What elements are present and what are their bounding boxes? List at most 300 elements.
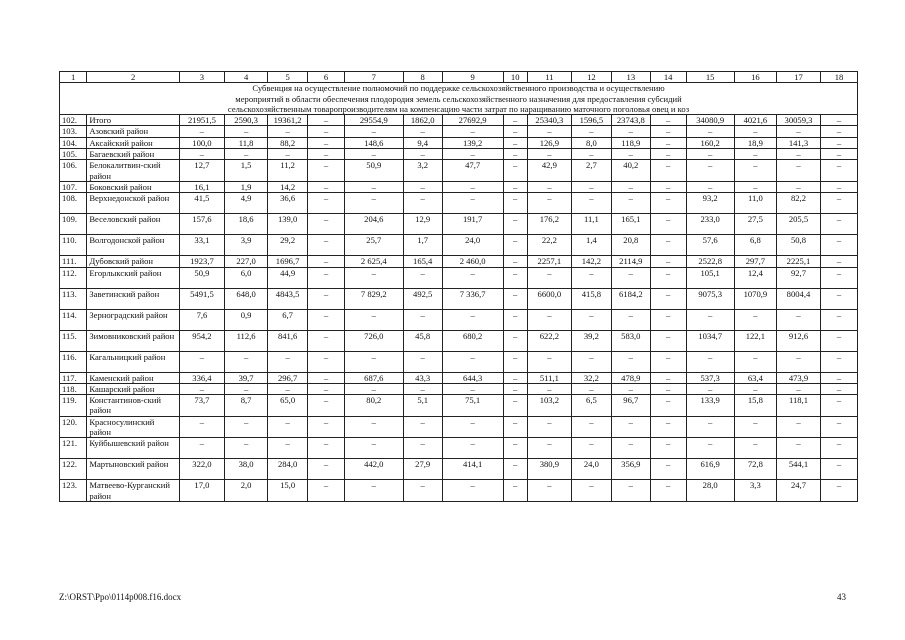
district-name: Аксайский район [87, 137, 180, 148]
table-row [60, 126, 858, 137]
value-cell: – [821, 438, 858, 459]
value-cell: 473,9 [776, 372, 820, 383]
value-cell: – [503, 126, 527, 137]
value-cell: – [821, 267, 858, 288]
value-cell: – [503, 480, 527, 502]
value-cell: 75,1 [442, 395, 503, 417]
value-cell: – [821, 193, 858, 214]
column-number: 5 [268, 72, 308, 83]
value-cell: 33,1 [179, 235, 224, 256]
value-cell: 648,0 [225, 288, 268, 309]
value-cell: – [308, 351, 345, 372]
value-cell: 6,8 [734, 235, 776, 256]
value-cell: 82,2 [776, 193, 820, 214]
value-cell: 442,0 [344, 459, 403, 480]
value-cell: – [308, 309, 345, 330]
value-cell: 5,1 [403, 395, 442, 417]
table-row [60, 149, 858, 160]
district-name: Волгодонской район [87, 235, 180, 256]
value-cell: 16,1 [179, 181, 224, 192]
value-cell: 29554,9 [344, 115, 403, 126]
table-row [60, 480, 858, 502]
value-cell: 7,6 [179, 309, 224, 330]
column-number: 1 [60, 72, 87, 83]
column-number: 11 [527, 72, 571, 83]
value-cell: – [503, 137, 527, 148]
value-cell: 233,0 [686, 214, 734, 235]
value-cell: – [503, 288, 527, 309]
value-cell: – [571, 309, 611, 330]
row-number: 109. [60, 214, 87, 235]
value-cell: – [650, 137, 686, 148]
table-row [60, 438, 858, 459]
value-cell: 2 625,4 [344, 256, 403, 267]
table-row [60, 416, 858, 438]
value-cell: 39,2 [571, 330, 611, 351]
value-cell: – [650, 383, 686, 394]
value-cell: – [571, 383, 611, 394]
value-cell: – [442, 126, 503, 137]
row-number: 113. [60, 288, 87, 309]
value-cell: 17,0 [179, 480, 224, 502]
value-cell: 2257,1 [527, 256, 571, 267]
value-cell: 380,9 [527, 459, 571, 480]
value-cell: 42,9 [527, 160, 571, 182]
value-cell: – [344, 149, 403, 160]
value-cell: – [179, 351, 224, 372]
value-cell: 160,2 [686, 137, 734, 148]
value-cell: 1696,7 [268, 256, 308, 267]
row-number: 114. [60, 309, 87, 330]
value-cell: – [571, 480, 611, 502]
value-cell: 39,7 [225, 372, 268, 383]
value-cell: – [403, 193, 442, 214]
value-cell: 511,1 [527, 372, 571, 383]
table-row [60, 193, 858, 214]
value-cell: 1,7 [403, 235, 442, 256]
table-row [60, 160, 858, 182]
value-cell: 478,9 [611, 372, 650, 383]
value-cell: – [308, 330, 345, 351]
value-cell: 23743,8 [611, 115, 650, 126]
district-name: Итого [87, 115, 180, 126]
table-row [60, 309, 858, 330]
value-cell: 29,2 [268, 235, 308, 256]
value-cell: 43,3 [403, 372, 442, 383]
value-cell: – [776, 416, 820, 438]
value-cell: – [776, 160, 820, 182]
value-cell: – [308, 214, 345, 235]
value-cell: – [268, 149, 308, 160]
value-cell: – [308, 288, 345, 309]
value-cell: 50,9 [344, 160, 403, 182]
value-cell: – [442, 267, 503, 288]
value-cell: 34080,9 [686, 115, 734, 126]
value-cell: – [442, 480, 503, 502]
budget-table [59, 71, 858, 502]
column-number: 3 [179, 72, 224, 83]
row-number: 120. [60, 416, 87, 438]
table-row [60, 459, 858, 480]
value-cell: 2 460,0 [442, 256, 503, 267]
value-cell: – [611, 480, 650, 502]
value-cell: 41,5 [179, 193, 224, 214]
table-row [60, 214, 858, 235]
value-cell: 176,2 [527, 214, 571, 235]
value-cell: 1862,0 [403, 115, 442, 126]
district-name: Дубовский район [87, 256, 180, 267]
value-cell: 1,5 [225, 160, 268, 182]
value-cell: – [650, 480, 686, 502]
value-cell: – [308, 267, 345, 288]
value-cell: 954,2 [179, 330, 224, 351]
value-cell: 3,3 [734, 480, 776, 502]
value-cell: – [650, 160, 686, 182]
value-cell: 38,0 [225, 459, 268, 480]
value-cell: – [571, 416, 611, 438]
table-row [60, 351, 858, 372]
value-cell: – [268, 383, 308, 394]
value-cell: 1,4 [571, 235, 611, 256]
row-number: 117. [60, 372, 87, 383]
value-cell: 2225,1 [776, 256, 820, 267]
value-cell: – [571, 351, 611, 372]
value-cell: 47,7 [442, 160, 503, 182]
value-cell: 11,2 [268, 160, 308, 182]
value-cell: 141,3 [776, 137, 820, 148]
value-cell: – [650, 214, 686, 235]
value-cell: 148,6 [344, 137, 403, 148]
value-cell: 157,6 [179, 214, 224, 235]
value-cell: – [308, 416, 345, 438]
value-cell: – [821, 480, 858, 502]
column-number: 18 [821, 72, 858, 83]
value-cell: – [734, 126, 776, 137]
value-cell: 726,0 [344, 330, 403, 351]
value-cell: 63,4 [734, 372, 776, 383]
value-cell: – [503, 181, 527, 192]
district-name: Верхнедонской район [87, 193, 180, 214]
value-cell: 32,2 [571, 372, 611, 383]
value-cell: 1596,5 [571, 115, 611, 126]
value-cell: 296,7 [268, 372, 308, 383]
value-cell: – [225, 126, 268, 137]
value-cell: – [308, 193, 345, 214]
value-cell: – [821, 395, 858, 417]
value-cell: – [821, 330, 858, 351]
value-cell: – [686, 181, 734, 192]
row-number: 107. [60, 181, 87, 192]
value-cell: – [650, 115, 686, 126]
value-cell: 687,6 [344, 372, 403, 383]
row-number: 105. [60, 149, 87, 160]
value-cell: – [776, 181, 820, 192]
value-cell: – [308, 459, 345, 480]
value-cell: – [776, 351, 820, 372]
value-cell: 205,5 [776, 214, 820, 235]
value-cell: – [344, 126, 403, 137]
value-cell: 9,4 [403, 137, 442, 148]
value-cell: – [268, 438, 308, 459]
value-cell: – [503, 193, 527, 214]
value-cell: – [734, 416, 776, 438]
value-cell: – [650, 126, 686, 137]
value-cell: 133,9 [686, 395, 734, 417]
value-cell: 322,0 [179, 459, 224, 480]
value-cell: 544,1 [776, 459, 820, 480]
table-row [60, 115, 858, 126]
value-cell: 616,9 [686, 459, 734, 480]
value-cell: – [503, 330, 527, 351]
value-cell: 105,1 [686, 267, 734, 288]
value-cell: – [503, 214, 527, 235]
value-cell: 2522,8 [686, 256, 734, 267]
value-cell: – [571, 149, 611, 160]
value-cell: – [527, 438, 571, 459]
value-cell: – [442, 351, 503, 372]
value-cell: – [611, 383, 650, 394]
value-cell: 583,0 [611, 330, 650, 351]
district-name: Кагальницкий район [87, 351, 180, 372]
column-number-row [60, 72, 858, 83]
value-cell: 93,2 [686, 193, 734, 214]
value-cell: 644,3 [442, 372, 503, 383]
value-cell: 50,9 [179, 267, 224, 288]
row-number: 103. [60, 126, 87, 137]
value-cell: 415,8 [571, 288, 611, 309]
row-number: 116. [60, 351, 87, 372]
value-cell: – [403, 383, 442, 394]
value-cell: 15,0 [268, 480, 308, 502]
value-cell: 12,9 [403, 214, 442, 235]
value-cell: – [821, 214, 858, 235]
value-cell: – [442, 383, 503, 394]
value-cell: 12,7 [179, 160, 224, 182]
section-title-line: Субвенция на осуществление полномочий по поддержке сельскохозяйственного производства и осуществлению [252, 83, 665, 94]
value-cell: 3,2 [403, 160, 442, 182]
value-cell: – [308, 395, 345, 417]
value-cell: – [403, 149, 442, 160]
value-cell: – [650, 181, 686, 192]
column-number: 7 [344, 72, 403, 83]
value-cell: – [179, 438, 224, 459]
district-name: Боковский район [87, 181, 180, 192]
row-number: 121. [60, 438, 87, 459]
value-cell: – [686, 149, 734, 160]
value-cell: – [776, 309, 820, 330]
table-row [60, 181, 858, 192]
value-cell: – [308, 160, 345, 182]
value-cell: – [442, 149, 503, 160]
value-cell: 139,0 [268, 214, 308, 235]
table-row [60, 372, 858, 383]
value-cell: – [821, 126, 858, 137]
row-number: 110. [60, 235, 87, 256]
column-number: 6 [308, 72, 345, 83]
value-cell: – [776, 149, 820, 160]
value-cell: – [225, 149, 268, 160]
value-cell: – [308, 149, 345, 160]
value-cell: 27692,9 [442, 115, 503, 126]
value-cell: 297,7 [734, 256, 776, 267]
value-cell: – [527, 416, 571, 438]
value-cell: – [527, 149, 571, 160]
district-name: Зерноградский район [87, 309, 180, 330]
value-cell: – [611, 351, 650, 372]
column-number: 12 [571, 72, 611, 83]
value-cell: 57,6 [686, 235, 734, 256]
value-cell: – [650, 372, 686, 383]
value-cell: 118,9 [611, 137, 650, 148]
value-cell: – [225, 383, 268, 394]
footer-page-number: 43 [837, 592, 846, 602]
table-row [60, 137, 858, 148]
value-cell: 36,6 [268, 193, 308, 214]
value-cell: 165,4 [403, 256, 442, 267]
value-cell: – [225, 351, 268, 372]
value-cell: – [179, 149, 224, 160]
value-cell: – [611, 181, 650, 192]
value-cell: 19361,2 [268, 115, 308, 126]
value-cell: 126,9 [527, 137, 571, 148]
value-cell: – [503, 383, 527, 394]
value-cell: 4021,6 [734, 115, 776, 126]
value-cell: – [503, 235, 527, 256]
value-cell: – [686, 351, 734, 372]
value-cell: 0,9 [225, 309, 268, 330]
value-cell: – [268, 126, 308, 137]
value-cell: – [308, 235, 345, 256]
value-cell: – [503, 115, 527, 126]
value-cell: 204,6 [344, 214, 403, 235]
value-cell: – [308, 383, 345, 394]
value-cell: – [821, 256, 858, 267]
section-title [60, 83, 858, 115]
value-cell: – [650, 438, 686, 459]
value-cell: – [308, 181, 345, 192]
value-cell: – [821, 459, 858, 480]
value-cell: – [344, 309, 403, 330]
value-cell: – [308, 115, 345, 126]
value-cell: – [821, 115, 858, 126]
value-cell: – [527, 181, 571, 192]
district-name: Кашарский район [87, 383, 180, 394]
district-name: Красносулинский район [87, 416, 180, 438]
value-cell: – [611, 126, 650, 137]
value-cell: – [571, 193, 611, 214]
value-cell: – [344, 351, 403, 372]
value-cell: – [403, 480, 442, 502]
value-cell: 24,0 [571, 459, 611, 480]
value-cell: – [686, 416, 734, 438]
value-cell: 122,1 [734, 330, 776, 351]
section-title-line: сельскохозяйственным товаропроизводителям на компенсацию части затрат по наращиванию маточного поголовья овец и коз [227, 103, 690, 114]
value-cell: – [442, 309, 503, 330]
value-cell: – [776, 383, 820, 394]
value-cell: 2,7 [571, 160, 611, 182]
value-cell: – [344, 480, 403, 502]
value-cell: – [734, 351, 776, 372]
column-number: 8 [403, 72, 442, 83]
table-row [60, 330, 858, 351]
value-cell: 191,7 [442, 214, 503, 235]
value-cell: – [308, 480, 345, 502]
row-number: 123. [60, 480, 87, 502]
value-cell: – [344, 383, 403, 394]
value-cell: – [821, 416, 858, 438]
value-cell: 118,1 [776, 395, 820, 417]
value-cell: – [503, 309, 527, 330]
value-cell: 11,8 [225, 137, 268, 148]
value-cell: – [503, 459, 527, 480]
column-number: 15 [686, 72, 734, 83]
value-cell: 100,0 [179, 137, 224, 148]
value-cell: – [344, 267, 403, 288]
value-cell: 139,2 [442, 137, 503, 148]
value-cell: 18,6 [225, 214, 268, 235]
value-cell: 6,5 [571, 395, 611, 417]
value-cell: 88,2 [268, 137, 308, 148]
value-cell: – [821, 383, 858, 394]
value-cell: – [611, 309, 650, 330]
value-cell: – [821, 137, 858, 148]
value-cell: 21951,5 [179, 115, 224, 126]
value-cell: 8,0 [571, 137, 611, 148]
footer-file-path: Z:\ORST\Ppo\0114p008.f16.docx [59, 592, 182, 602]
column-number: 13 [611, 72, 650, 83]
row-number: 122. [60, 459, 87, 480]
value-cell: – [308, 256, 345, 267]
table-row [60, 288, 858, 309]
value-cell: – [686, 383, 734, 394]
value-cell: 24,0 [442, 235, 503, 256]
value-cell: – [821, 149, 858, 160]
value-cell: – [442, 416, 503, 438]
row-number: 115. [60, 330, 87, 351]
district-name: Белокалитвин-ский район [87, 160, 180, 182]
value-cell: 2,0 [225, 480, 268, 502]
value-cell: 165,1 [611, 214, 650, 235]
value-cell: 65,0 [268, 395, 308, 417]
value-cell: – [821, 160, 858, 182]
value-cell: – [734, 309, 776, 330]
value-cell: – [571, 267, 611, 288]
value-cell: 20,8 [611, 235, 650, 256]
value-cell: 4,9 [225, 193, 268, 214]
district-name: Азовский район [87, 126, 180, 137]
value-cell: 227,0 [225, 256, 268, 267]
value-cell: 622,2 [527, 330, 571, 351]
value-cell: – [403, 126, 442, 137]
column-number: 2 [87, 72, 180, 83]
value-cell: – [650, 149, 686, 160]
value-cell: – [650, 193, 686, 214]
value-cell: – [403, 309, 442, 330]
value-cell: – [821, 372, 858, 383]
value-cell: – [308, 137, 345, 148]
value-cell: – [442, 181, 503, 192]
value-cell: – [611, 416, 650, 438]
value-cell: – [503, 351, 527, 372]
row-number: 106. [60, 160, 87, 182]
value-cell: 22,2 [527, 235, 571, 256]
value-cell: – [734, 438, 776, 459]
column-number: 14 [650, 72, 686, 83]
value-cell: – [503, 372, 527, 383]
district-name: Каменский район [87, 372, 180, 383]
table-row [60, 383, 858, 394]
value-cell: – [179, 126, 224, 137]
